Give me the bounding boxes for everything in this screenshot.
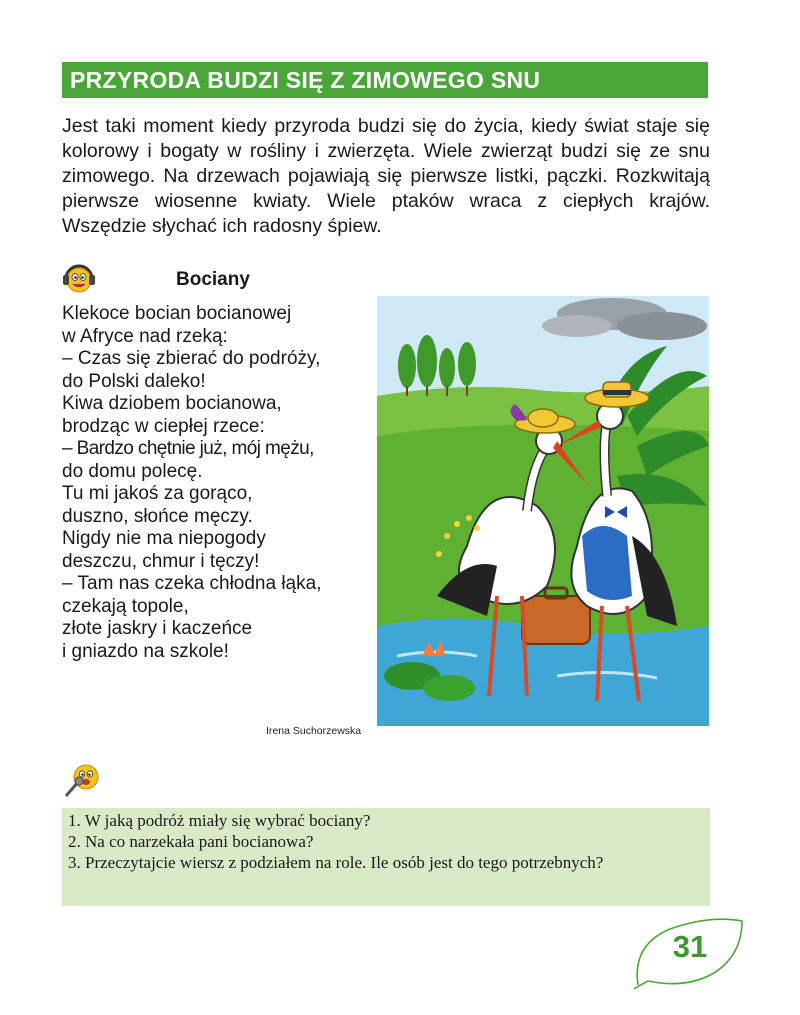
poem-line: do Polski daleko! — [62, 370, 206, 392]
poem-line: Nigdy nie ma niepogody — [62, 528, 266, 549]
poem-line: duszno, słońce męczy. — [62, 505, 253, 527]
page-number: 31 — [672, 929, 708, 964]
question-item: 2. Na co narzekała pani bocianowa? — [68, 832, 314, 851]
poem-line: – Bardzo chętnie już, mój mężu, — [62, 438, 314, 459]
smiley-microphone-icon — [62, 762, 102, 800]
poem-header — [62, 262, 382, 296]
smiley-headphones-icon — [62, 262, 96, 296]
question-item: 3. Przeczytajcie wiersz z podziałem na role. Ile osób jest do tego potrzebnych? — [68, 853, 604, 872]
poem-line: złote jaskry i kaczeńce — [62, 618, 253, 639]
poem-line: brodząc w ciepłej rzece: — [62, 415, 265, 437]
poem-author: Irena Suchorzewska — [266, 725, 362, 737]
poem-line: deszczu, chmur i tęczy! — [62, 550, 260, 572]
poem-text — [62, 303, 367, 663]
poem-title: Bociany — [176, 269, 250, 290]
poem-line: i gniazdo na szkole! — [62, 640, 229, 662]
poem-line: czekają topole, — [62, 595, 189, 617]
poem-line: w Afryce nad rzeką: — [62, 325, 228, 347]
section-title: PRZYRODA BUDZI SIĘ Z ZIMOWEGO SNU — [62, 62, 708, 98]
questions-box — [62, 808, 710, 906]
poem-line: – Tam nas czeka chłodna łąka, — [62, 573, 322, 594]
storks-illustration — [377, 296, 709, 726]
poem-line: Klekoce bocian bocianowej — [62, 303, 292, 324]
poem-line: – Czas się zbierać do podróży, — [62, 348, 321, 369]
poem-line: Tu mi jakoś za gorąco, — [62, 483, 253, 504]
intro-text: Jest taki moment kiedy przyroda budzi się do życia, kiedy świat staje się kolorowy i bogaty w rośliny i zwierzęta. Wiele zwierząt budzi się ze snu zimowego. Na drzewach pojawiają się pierwsze listki, pączki. Rozkwitają pierwsze wiosenne kwiaty. Wiele ptaków wraca z ciepłych krajów. Wszędzie słychać ich radosny śpiew. — [62, 115, 710, 237]
poem-line: Kiwa dziobem bocianowa, — [62, 393, 282, 414]
question-item: 1. W jaką podróż miały się wybrać bociany? — [68, 811, 371, 830]
intro-paragraph — [62, 114, 710, 239]
poem-line: do domu polecę. — [62, 460, 203, 482]
